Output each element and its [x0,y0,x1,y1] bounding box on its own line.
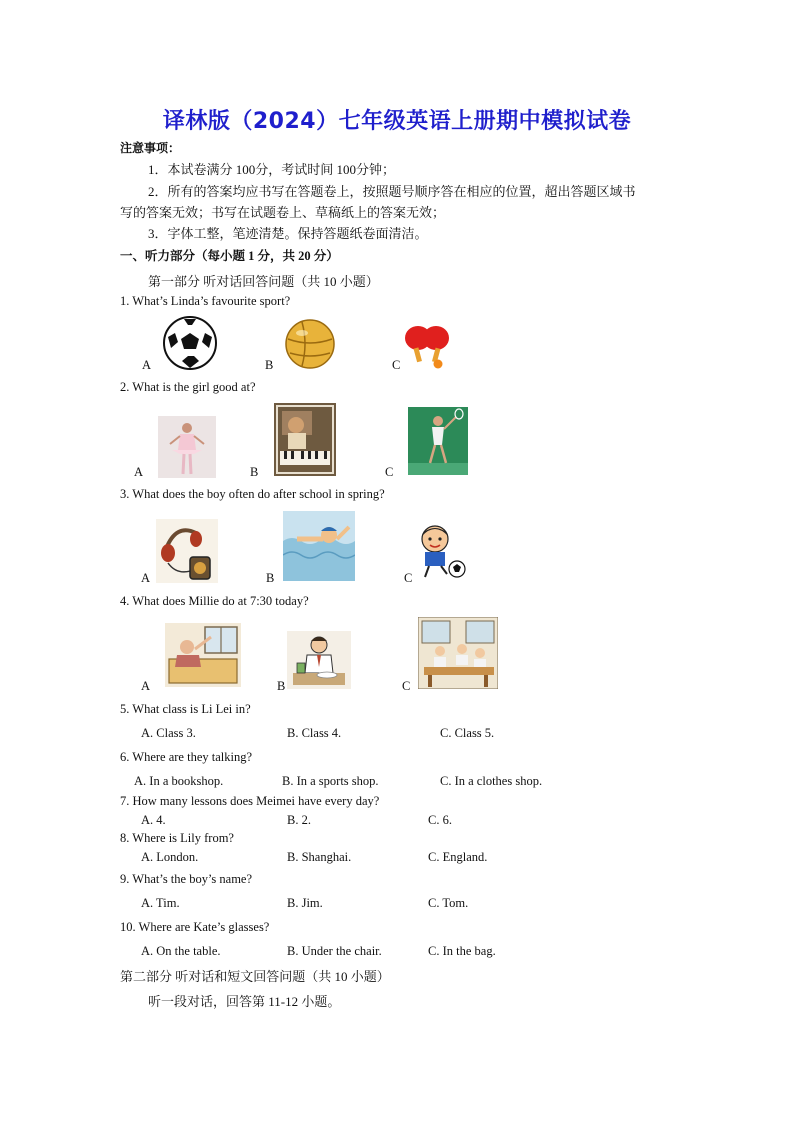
option-b: B. In a sports shop. [282,774,379,788]
option-label-c: C [402,679,411,693]
option-b: B. Under the chair. [287,944,382,958]
option-label-b: B [277,679,286,693]
notice-heading: 注意事项： [120,141,181,155]
section-heading-listening: 一、听力部分（每小题 1 分，共 20 分） [120,249,339,263]
having-breakfast-image [287,631,351,689]
option-c: C. England. [428,850,488,864]
question-9: 9. What’s the boy’s name? [120,872,253,886]
option-a: A. 4. [141,813,166,827]
option-label-c: C [404,571,413,585]
option-label-b: B [266,571,275,585]
option-a: A. Tim. [141,896,180,910]
option-b: B. Shanghai. [287,850,352,864]
option-c: C. 6. [428,813,452,827]
option-label-b: B [250,465,259,479]
piano-player-image [274,403,336,476]
notice-item-2-line-1: 2．所有的答案均应书写在答题卷上，按照题号顺序答在相应的位置，超出答题区域书 [148,184,636,199]
notice-item-1: 1．本试卷满分 100分，考试时间 100分钟； [148,162,396,177]
option-c: C. In a clothes shop. [440,774,543,788]
part-1-heading: 第一部分 听对话回答问题（共 10 小题） [148,274,379,289]
option-label-b: B [265,358,274,372]
option-c: C. Class 5. [440,726,495,740]
option-label-a: A [142,358,152,372]
option-c: C. Tom. [428,896,469,910]
option-label-a: A [141,679,151,693]
notice-item-2-line-2: 写的答案无效；书写在试题卷上、草稿纸上的答案无效； [120,205,446,220]
option-label-c: C [392,358,401,372]
badminton-player-image [408,407,468,475]
notice-item-3: 3．字体工整，笔迹清楚。保持答题纸卷面清洁。 [148,226,428,241]
option-b: B. 2. [287,813,311,827]
question-2: 2. What is the girl good at? [120,380,256,394]
soccer-ball-image [162,315,218,371]
option-a: A. London. [141,850,199,864]
ballet-dancer-image [158,416,216,478]
classroom-image [418,617,498,689]
option-c: C. In the bag. [428,944,496,958]
question-8: 8. Where is Lily from? [120,831,234,845]
question-1: 1. What’s Linda’s favourite sport? [120,294,291,308]
option-a: A. On the table. [141,944,221,958]
option-label-a: A [141,571,151,585]
option-a: A. Class 3. [141,726,196,740]
part-2-instruction: 听一段对话，回答第 11-12 小题。 [148,994,341,1009]
option-a: A. In a bookshop. [134,774,224,788]
part-2-heading: 第二部分 听对话和短文回答问题（共 10 小题） [120,969,390,984]
question-6: 6. Where are they talking? [120,750,253,764]
boy-football-image [413,522,467,580]
option-label-c: C [385,465,394,479]
swimmer-image [283,511,355,581]
question-4: 4. What does Millie do at 7:30 today? [120,594,309,608]
question-5: 5. What class is Li Lei in? [120,702,251,716]
question-10: 10. Where are Kate’s glasses? [120,920,270,934]
waking-up-image [165,623,241,687]
headphones-image [156,519,218,583]
page-title: 译林版（2024）七年级英语上册期中模拟试卷 [162,109,632,134]
question-3: 3. What does the boy often do after school in spring? [120,487,385,501]
option-label-a: A [134,465,144,479]
question-7: 7. How many lessons does Meimei have every day? [120,794,380,808]
option-b: B. Jim. [287,896,323,910]
option-b: B. Class 4. [287,726,342,740]
volleyball-image [282,317,338,371]
ping-pong-image [402,322,452,370]
